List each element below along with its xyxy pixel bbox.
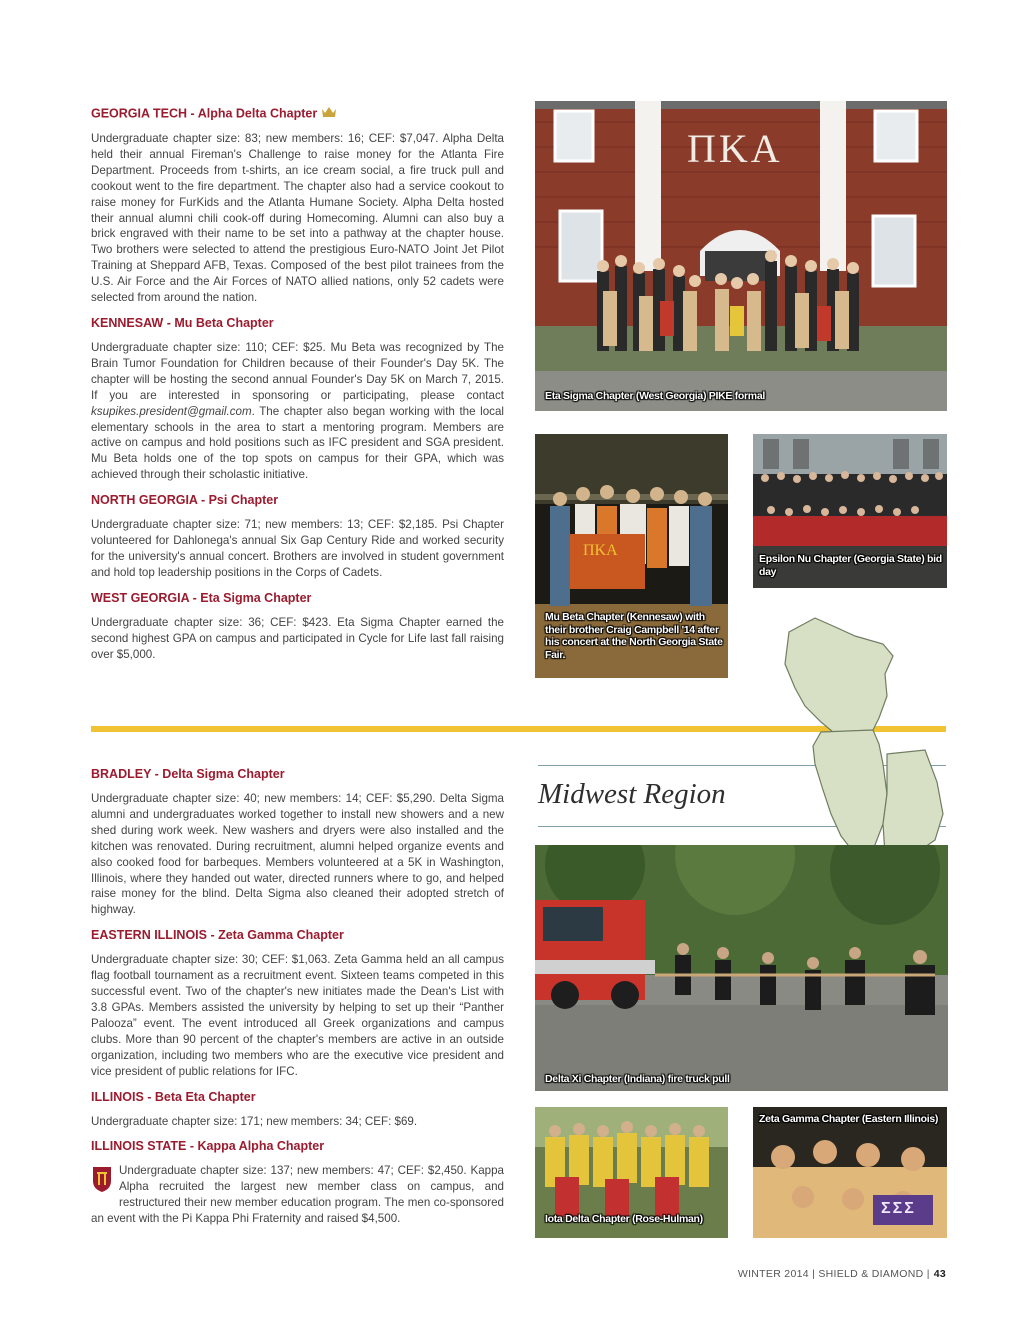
chapter-title: ILLINOIS STATE - Kappa Alpha Chapter — [91, 1139, 325, 1154]
region-title: Midwest Region — [538, 778, 726, 810]
zeta-gamma-photo — [753, 1107, 947, 1238]
footer-text: WINTER 2014 | SHIELD & DIAMOND | — [737, 1268, 930, 1280]
chapter-body: Undergraduate chapter size: 30; CEF: $1,063. Zeta Gamma held an all campus flag football tournament as a recruitment event. Sixteen teams competed in this successful event. Two of the chapter's new initiates made the Dean's List with 3.8 GPAs. Members assisted the university by helping to set up their “Panther Palooza” event. The event introduced all Greek organizations and campus clubs. More than 90 percent of the chapter's members are active in an outside organization, including two members who are the executive vice president and vice president of public relations for IFC. — [91, 953, 504, 1078]
mu-beta-photo — [535, 434, 728, 678]
chapter-body: Undergraduate chapter size: 110; CEF: $25. Mu Beta was recognized by The Brain Tumor Foundation for Children because of their Founder's Day 5K. The chapter will be hosting the second annual Founder's Day 5K on March 7, 2015. If you are interested in sponsoring or participating, please contact ksupikes.president@gmail.com. The chapter also began working with the local elementary schools in the area to start a mentoring program. Members are active on campus and hold positions such as IFC president and SGA president. Mu Beta holds one of the top spots on campus for their GPA, which was achieved through their scholastic initiative. — [91, 340, 504, 482]
email-link[interactable]: ksupikes.president@gmail.com — [91, 404, 252, 418]
midwest-map-icon — [775, 614, 950, 874]
chapter-entry — [91, 928, 504, 1079]
page-number: 43 — [933, 1268, 946, 1280]
photo-caption: Mu Beta Chapter (Kennesaw) with their brother Craig Campbell '14 after his concert at the North Georgia State Fair. — [545, 611, 723, 661]
chapter-body: Undergraduate chapter size: 83; new members: 16; CEF: $7,047. Alpha Delta held their annual Fireman's Challenge to raise money for the Atlanta Fire Department. Proceeds from t-shirts, an ice cream social, a fire truck pull and cookout went to the fire department. The chapter also had a service cookout to raise money for FurKids and the Atlanta Humane Society. Alpha Delta hosted their annual alumni chili cook-off during Homecoming. Alumni can also buy a brick engraved with their name to be set into a pathway at the chapter house. Two brothers were selected to attend the prestigious Euro-NATO Joint Jet Pilot Training at Sheppard AFB, Texas. Composed of the best pilot trainees from the U.S. Air Force and the Air Forces of NATO allied nations, only 52 cadets were selected from around the nation. — [91, 132, 504, 305]
chapter-title: KENNESAW - Mu Beta Chapter — [91, 315, 274, 330]
banner-letters: ΠΚΑ — [583, 542, 618, 559]
chapter-body: Undergraduate chapter size: 36; CEF: $423. Eta Sigma Chapter earned the second highest GPA on campus and participated in Cycle for Life last fall raising over $5,000. — [91, 615, 504, 661]
photo-caption: Epsilon Nu Chapter (Georgia State) bid day — [759, 553, 942, 578]
page-footer — [738, 1268, 946, 1280]
chapter-title: BRADLEY - Delta Sigma Chapter — [91, 767, 285, 781]
chapter-entry — [91, 1139, 504, 1227]
house-letters: ΠΚΑ — [687, 126, 783, 171]
chapter-title: EASTERN ILLINOIS - Zeta Gamma Chapter — [91, 928, 344, 943]
chapter-entry — [91, 591, 504, 663]
chapter-entry — [91, 767, 504, 918]
shield-badge-icon — [91, 1165, 113, 1198]
eta-sigma-photo — [535, 101, 947, 411]
chapter-body: Undergraduate chapter size: 40; new members: 14; CEF: $5,290. Delta Sigma alumni and undergraduates worked together to install new showers and a new shed during work week. New washers and dryers were also installed and the kitchen was renovated. During recruitment, alumni helped organize events and also cooked food for barbeques. Members volunteered at a 5K in Washington, Illinois, where they handed out water, directed runners where to go, and helped raise money for the blind. Delta Sigma also cleaned their adopted stretch of highway. — [91, 792, 504, 917]
chapter-entry — [91, 493, 504, 581]
sign-letters: ΣΣΣ — [881, 1200, 916, 1217]
crown-icon — [321, 106, 337, 122]
iota-delta-photo — [535, 1107, 728, 1238]
epsilon-nu-photo — [753, 434, 947, 588]
chapter-title: ILLINOIS - Beta Eta Chapter — [91, 1089, 256, 1104]
southeast-entries — [91, 106, 504, 672]
photo-caption: Delta Xi Chapter (Indiana) fire truck pull — [545, 1073, 730, 1085]
chapter-title: WEST GEORGIA - Eta Sigma Chapter — [91, 590, 312, 605]
chapter-title: GEORGIA TECH - Alpha Delta Chapter — [91, 106, 504, 122]
chapter-entry — [91, 106, 504, 306]
chapter-title: NORTH GEORGIA - Psi Chapter — [91, 493, 279, 508]
midwest-entries — [91, 767, 504, 1237]
chapter-entry — [91, 1090, 504, 1130]
chapter-body: Undergraduate chapter size: 137; new members: 47; CEF: $2,450. Kappa Alpha recruited the largest new member class on campus, and restructured their new member education program. The men co-sponsored an event with the Pi Kappa Phi Fraternity and raised $4,500. — [91, 1164, 504, 1226]
photo-caption: Eta Sigma Chapter (West Georgia) PIKE formal — [545, 390, 765, 402]
chapter-body: Undergraduate chapter size: 171; new members: 34; CEF: $69. — [91, 1114, 418, 1128]
photo-caption: Zeta Gamma Chapter (Eastern Illinois) — [759, 1113, 939, 1125]
photo-caption: Iota Delta Chapter (Rose-Hulman) — [545, 1213, 703, 1225]
chapter-entry — [91, 316, 504, 483]
chapter-body: Undergraduate chapter size: 71; new members: 13; CEF: $2,185. Psi Chapter volunteered for Dahlonega's annual Six Gap Century Ride and worked security for the university's annual concert. Brothers are involved in student government and hold top leadership positions in the Corps of Cadets. — [91, 518, 504, 579]
delta-xi-photo — [535, 845, 948, 1091]
